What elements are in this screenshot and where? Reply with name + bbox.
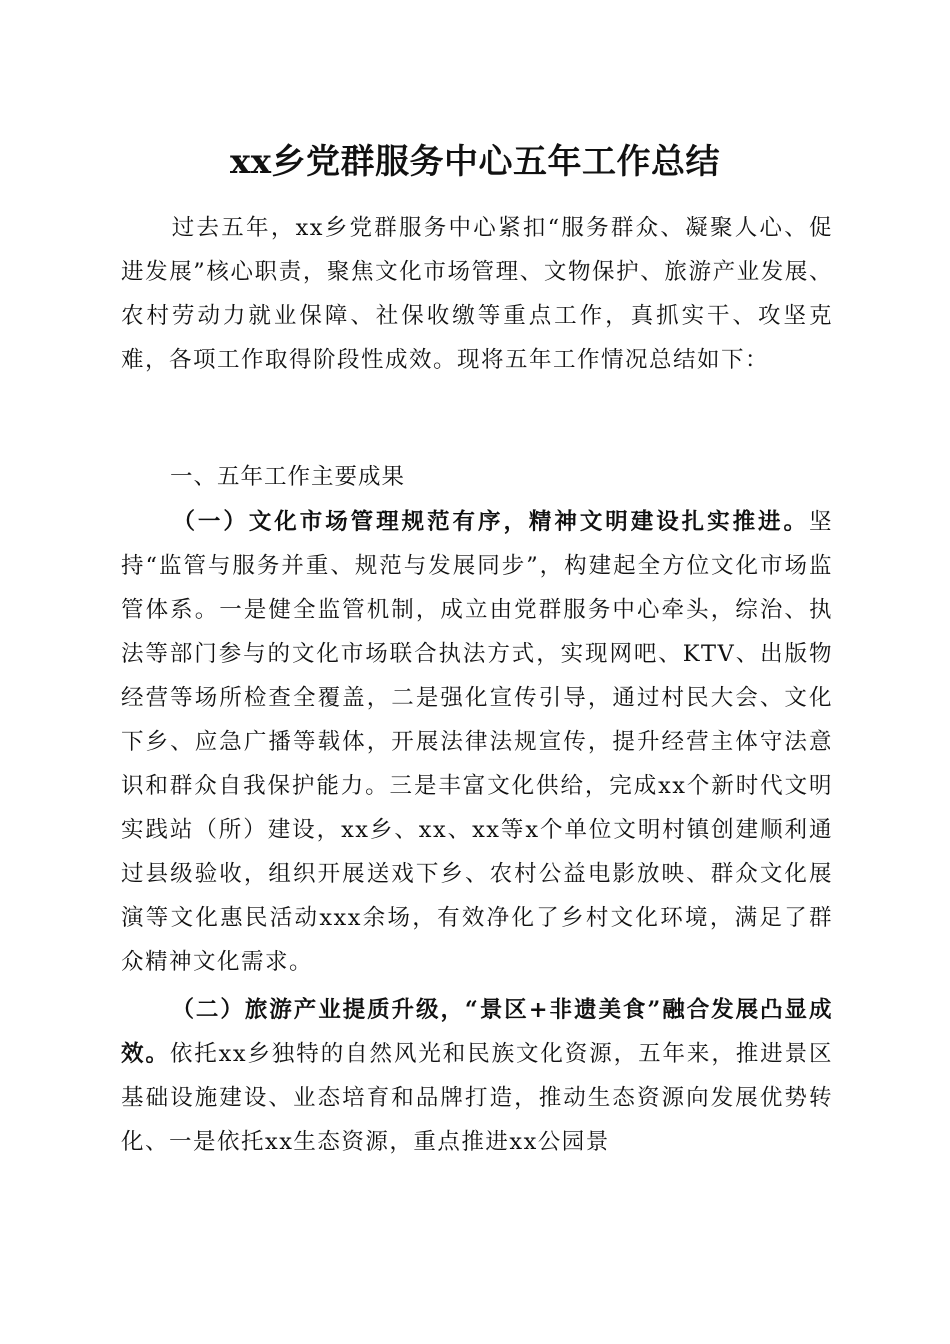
intro-text: 过去五年，xx乡党群服务中心紧扣“服务群众、凝聚人心、促进发展”核心职责，聚焦文化市场管理、文物保护、旅游产业发展、农村劳动力就业保障、社保收缴等重点工作，真抓实干、攻坚克难，各项工作取得阶段性成效。现将五年工作情况总结如下： — [121, 215, 833, 373]
paragraph-1-body: 坚持“监管与服务并重、规范与发展同步”，构建起全方位文化市场监管体系。一是健全监管机制，成立由党群服务中心牵头，综治、执法等部门参与的文化市场联合执法方式，实现网吧、KTV、出版物经营等场所检查全覆盖，二是强化宣传引导，通过村民大会、文化下乡、应急广播等载体，开展法律法规宣传，提升经营主体守法意识和群众自我保护能力。三是丰富文化供给，完成xx个新时代文明实践站（所）建设，xx乡、xx、xx等x个单位文明村镇创建顺利通过县级验收，组织开展送戏下乡、农村公益电影放映、群众文化展演等文化惠民活动xxx余场，有效净化了乡村文化环境，满足了群众精神文化需求。 — [121, 509, 833, 975]
paragraph-1-lead: （一）文化市场管理规范有序，精神文明建设扎实推进。 — [171, 509, 809, 535]
paragraph-2 — [121, 988, 833, 1164]
section-heading-1: 一、五年工作主要成果 — [170, 464, 406, 490]
intro-paragraph — [121, 206, 833, 382]
document-title: xx乡党群服务中心五年工作总结 — [229, 142, 721, 182]
paragraph-1 — [121, 500, 833, 984]
paragraph-2-lead: （二）旅游产业提质升级，“景区+非遗美食”融合发展凸显成效。 — [121, 997, 833, 1067]
paragraph-2-body: 依托xx乡独特的自然风光和民族文化资源，五年来，推进景区基础设施建设、业态培育和品牌打造，推动生态资源向发展优势转化、一是依托xx生态资源，重点推进xx公园景 — [121, 1041, 833, 1155]
